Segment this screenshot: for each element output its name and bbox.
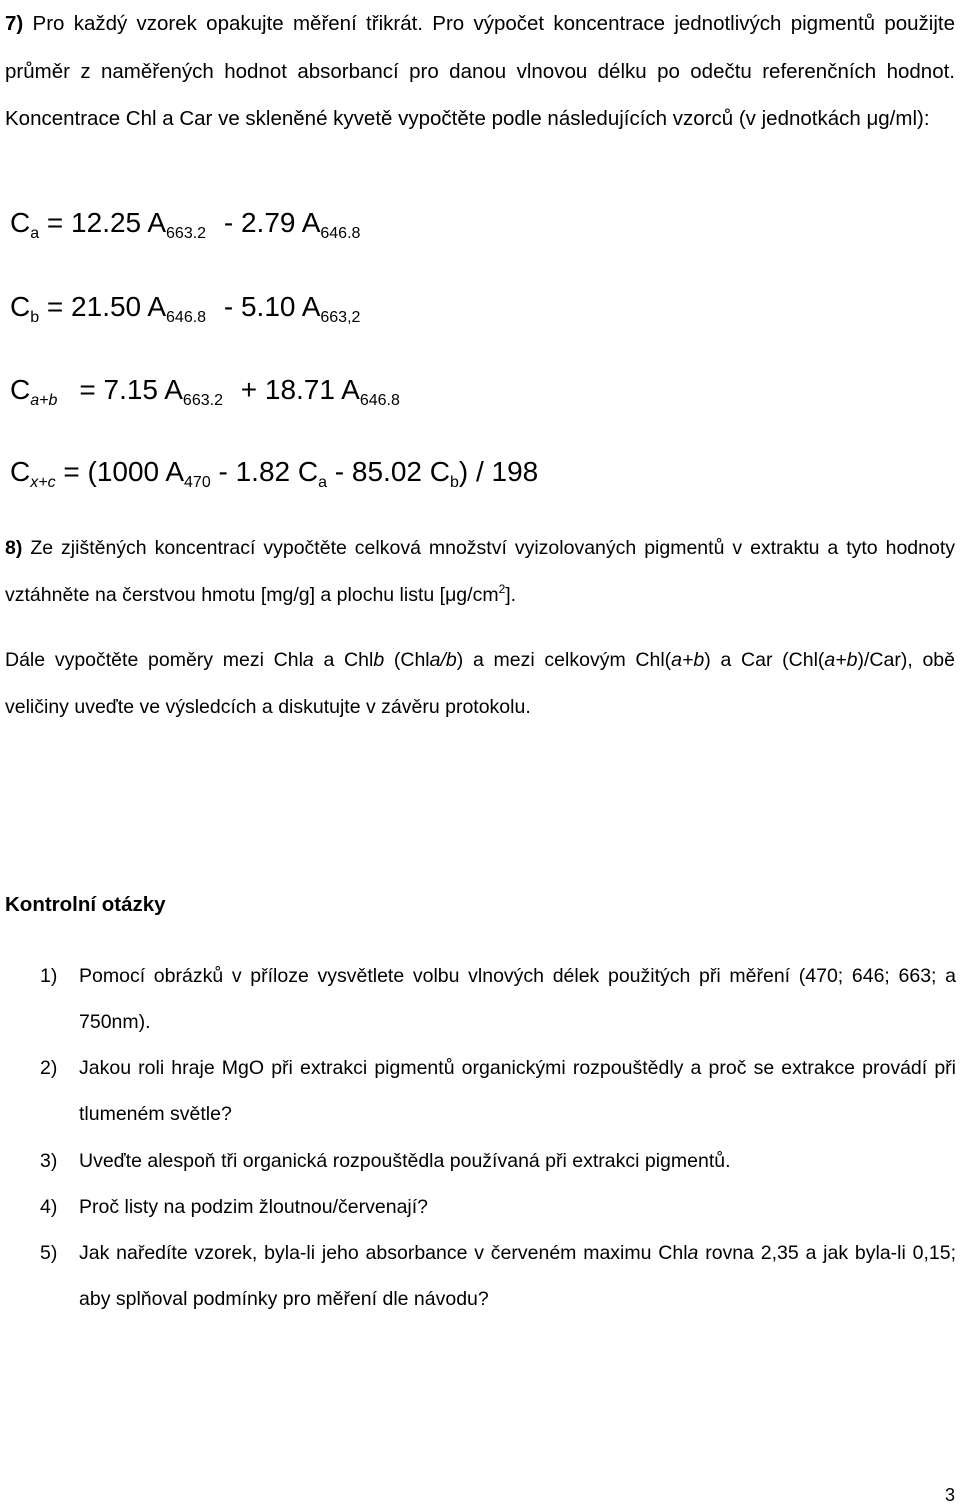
- ratio-paragraph: Dále vypočtěte poměry mezi Chla a Chlb (Chla/b) a mezi celkovým Chl(a+b) a Car (Chl(a+b)/Car), obě veličiny uveďte ve výsledcích a diskutujte v závěru protokolu.: [5, 649, 955, 718]
- question-3: 3) Uveďte alespoň tři organická rozpouštědla používaná při extrakci pigmentů.: [40, 1150, 731, 1172]
- question-1: 1) Pomocí obrázků v příloze vysvětlete volbu vlnových délek použitých při měření (470; 646; 663; a 750nm).: [40, 965, 956, 1033]
- section-7-paragraph: [5, 0, 955, 143]
- section-8-label: 8): [5, 537, 23, 559]
- section-7-label: 7): [5, 12, 24, 35]
- page-number: 3: [944, 1485, 955, 1505]
- question-5: 5) Jak naředíte vzorek, byla-li jeho absorbance v červeném maximu Chla rovna 2,35 a jak byla-li 0,15; aby splňoval podmínky pro měření dle návodu?: [40, 1242, 957, 1310]
- section-7-text: Pro každý vzorek opakujte měření třikrát. Pro výpočet koncentrace jednotlivých pigmentů použijte průměr z naměřených hodnot absorbancí pro danou vlnovou délku po odečtu referenčních hodnot. Koncentrace Chl a Car ve skleněné kyvetě vypočtěte podle následujících vzorců (v jednotkách μg/ml):: [5, 12, 955, 130]
- question-2: 2) Jakou roli hraje MgO při extrakci pigmentů organickými rozpouštědly a proč se extrakce provádí při tlumeném světle?: [40, 1057, 956, 1125]
- formula-cb: $C_b = 21.50$ $A_{646.8} - 5.10$ $A_{663,2}$: [10, 291, 361, 326]
- formula-cab: $C_{a+b} = 7.15$ $A_{663.2} + 18.71$ $A_{646.8}$: [10, 374, 400, 409]
- section-8-paragraph: 8) Ze zjištěných koncentrací vypočtěte celková množství vyizolovaných pigmentů v extraktu a tyto hodnoty vztáhněte na čerstvou hmotu [mg/g] a plochu listu $[\mu g/cm^2]$.: [5, 537, 955, 606]
- formula-ca: $C_a = 12.25$ $A_{663.2} - 2.79$ $A_{646.8}$: [10, 207, 361, 242]
- question-4: 4) Proč listy na podzim žloutnou/červenají?: [40, 1196, 429, 1218]
- section-heading: Kontrolní otázky: [5, 893, 166, 916]
- formula-cxc: $C_{x+c} = (1000$ $A_{470} - 1.82$ $C_a - 85.02$ $C_b) / 198$: [10, 456, 539, 491]
